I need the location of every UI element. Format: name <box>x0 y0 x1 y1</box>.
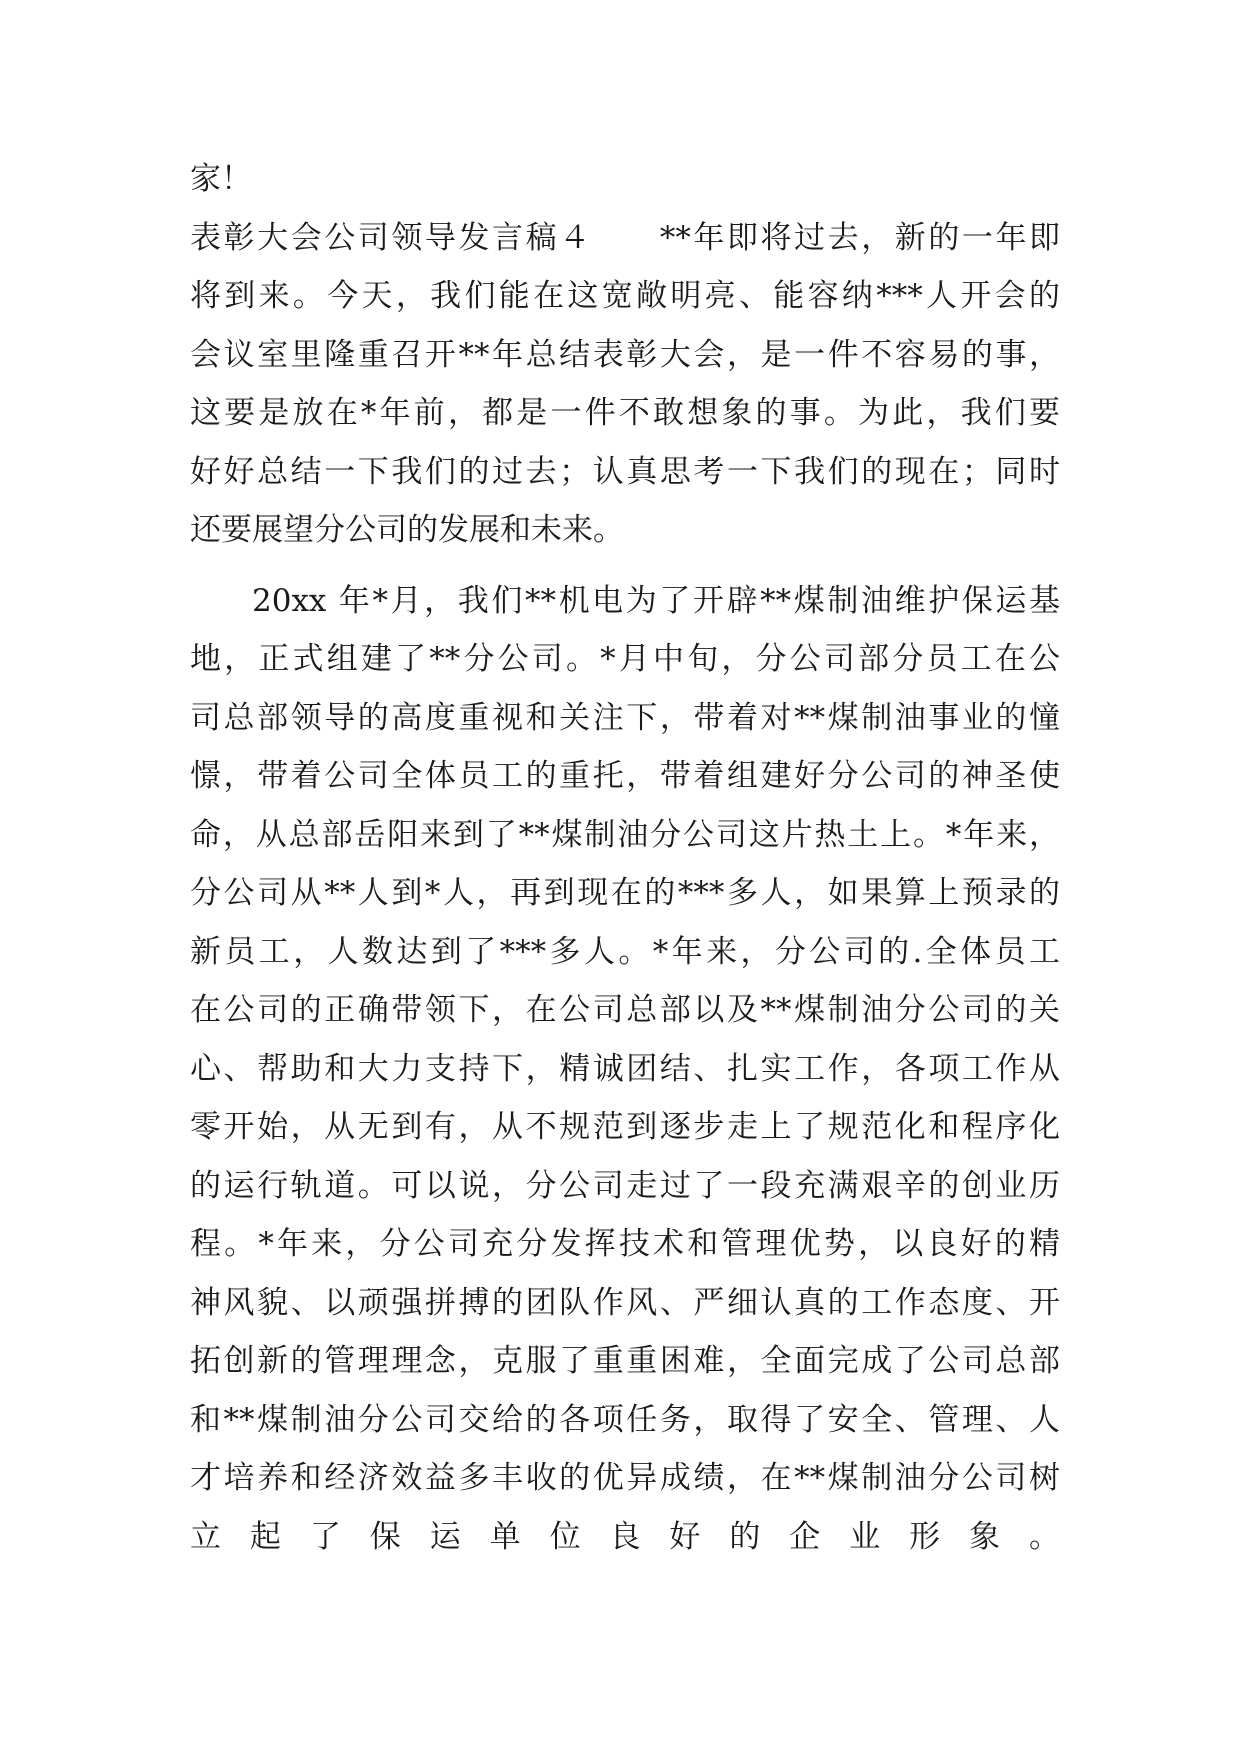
text-line: 将到来。今天，我们能在这宽敞明亮、能容纳***人开会的 <box>190 278 1060 314</box>
text-line: 立起了保运单位良好的企业形象。 <box>190 1518 1060 1555</box>
document-body <box>190 150 1060 1625</box>
text-line: 好好总结一下我们的过去；认真思考一下我们的现在；同时 <box>190 453 1060 490</box>
text-line: 分公司从**人到*人，再到现在的***多人，如果算上预录的 <box>190 875 1060 911</box>
text-line: 神风貌、以顽强拼搏的团队作风、严细认真的工作态度、开 <box>190 1284 1060 1321</box>
text-line: 零开始，从无到有，从不规范到逐步走上了规范化和程序化 <box>190 1109 1060 1145</box>
text-line: 20xx 年*月，我们**机电为了开辟**煤制油维护保运基 <box>252 582 1060 619</box>
text-line: 命，从总部岳阳来到了**煤制油分公司这片热土上。*年来， <box>190 816 1060 853</box>
text-line: 表彰大会公司领导发言稿４ **年即将过去，新的一年即 <box>190 219 1060 256</box>
text-line: 才培养和经济效益多丰收的优异成绩，在**煤制油分公司树 <box>190 1460 1060 1496</box>
text-line: 家！ <box>190 161 252 197</box>
text-line: 司总部领导的高度重视和关注下，带着对**煤制油事业的憧 <box>190 699 1060 736</box>
text-line: 地，正式组建了**分公司。*月中旬，分公司部分员工在公 <box>190 641 1060 677</box>
text-line: 拓创新的管理理念，克服了重重困难，全面完成了公司总部 <box>190 1343 1060 1379</box>
text-line: 还要展望分公司的发展和未来。 <box>190 512 624 548</box>
text-line <box>190 1566 1060 1625</box>
text-line: 心、帮助和大力支持下，精诚团结、扎实工作，各项工作从 <box>190 1050 1060 1087</box>
text-line: 的运行轨道。可以说，分公司走过了一段充满艰辛的创业历 <box>190 1167 1060 1204</box>
text-line: 会议室里隆重召开**年总结表彰大会，是一件不容易的事， <box>190 336 1060 373</box>
text-line: 和**煤制油分公司交给的各项任务，取得了安全、管理、人 <box>190 1401 1060 1438</box>
text-line: 程。*年来，分公司充分发挥技术和管理优势，以良好的精 <box>190 1226 1060 1262</box>
text-line: 在公司的正确带领下，在公司总部以及**煤制油分公司的关 <box>190 992 1060 1028</box>
text-line: 这要是放在*年前，都是一件不敢想象的事。为此，我们要 <box>190 395 1060 431</box>
text-line: 憬，带着公司全体员工的重托，带着组建好分公司的神圣使 <box>190 758 1060 794</box>
paragraph-gap <box>190 560 1060 572</box>
text-line: 新员工，人数达到了***多人。*年来，分公司的.全体员工 <box>190 933 1060 970</box>
